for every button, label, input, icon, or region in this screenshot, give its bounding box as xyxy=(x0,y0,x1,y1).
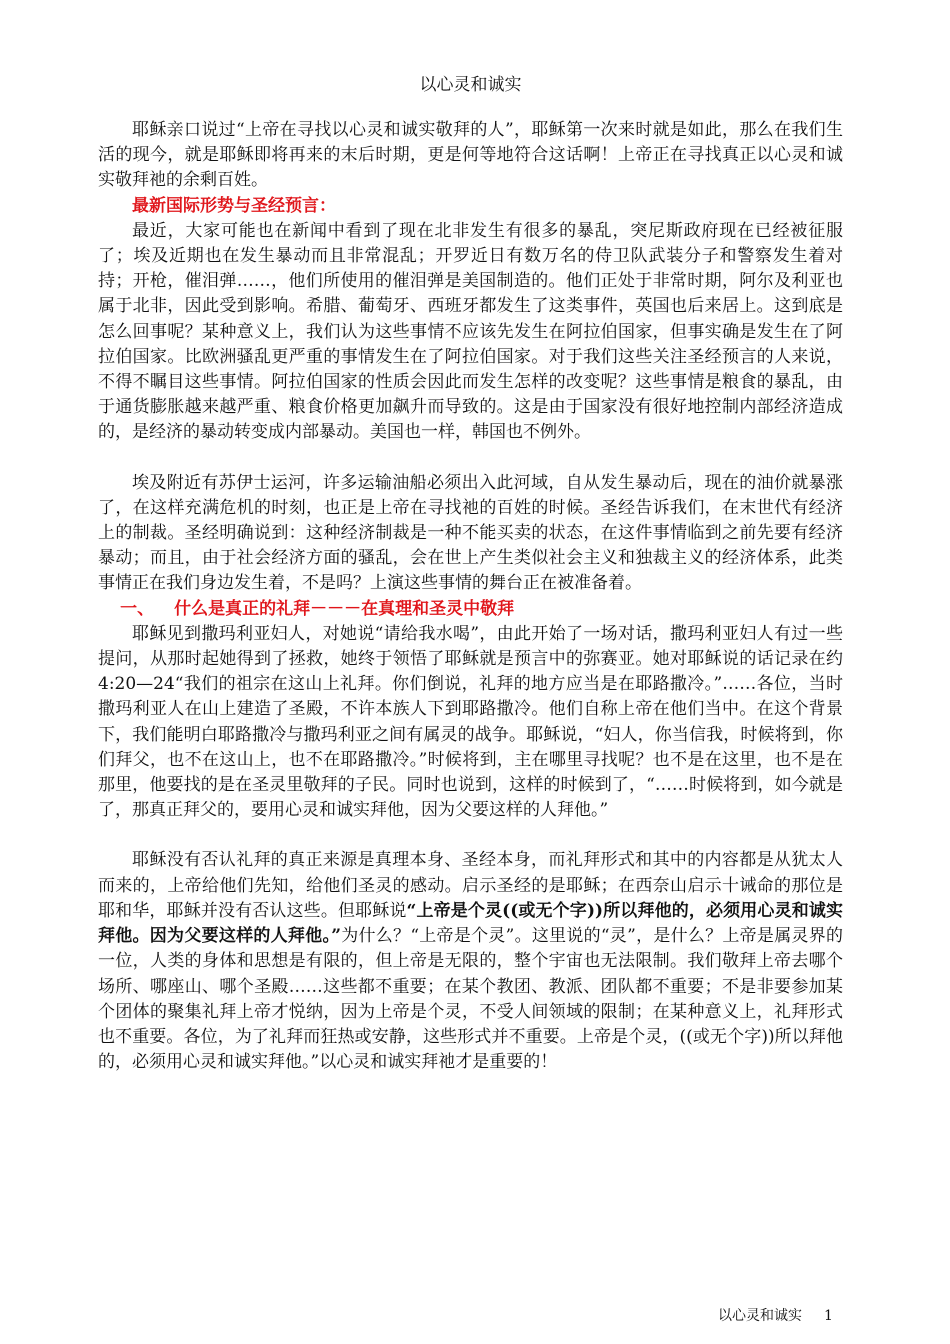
document-title: 以心灵和诚实 xyxy=(419,75,522,95)
section-heading-text: 什么是真正的礼拜－－－在真理和圣灵中敬拜 xyxy=(174,598,515,619)
paragraph-true-worship-1: 耶稣见到撒玛利亚妇人，对她说“请给我水喝”，由此开始了一场对话，撒玛利亚妇人有过一些提问，从那时起她得到了拯救，她终于领悟了耶稣就是预言中的弥赛亚。她对耶稣说的话记录在约 4:20—24“我们的祖宗在这山上礼拜。你们倒说，礼拜的地方应当是在耶路撒冷。”……各位，当时撒玛利亚人在山上建造了圣殿，不许本族人下到耶路撒冷。他们自称上帝在他们当中。在这个背景下，我们能明白耶路撒冷与撒玛利亚之间有属灵的战争。耶稣说，“妇人，你当信我，时候将到，你们拜父，也不在这山上，也不在耶路撒冷。”时候将到，主在哪里寻找呢？也不是在这里，也不是在那里，他要找的是在圣灵里敬拜的子民。同时也说到，这样的时候到了，“……时候将到，如今就是了，那真正拜父的，要用心灵和诚实拜他，因为父要这样的人拜他。” xyxy=(98,623,843,821)
paragraph-gap xyxy=(98,823,843,848)
paragraph-text: 为什么？“上帝是个灵”。这里说的“灵”，是什么？上帝是属灵界的一位，人类的身体和思想是有限的，但上帝是无限的，整个宇宙也无法限制。我们敬拜上帝去哪个场所、哪座山、哪个圣殿……这些都不重要；在某个教团、教派、团队都不重要；不是非要参加某个团体的聚集礼拜上帝才悦纳，因为上帝是个灵，不受人间领域的限制；在某种意义上，礼拜形式也不重要。各位，为了礼拜而狂热或安静，这些形式并不重要。上帝是个灵，((或无个字))所以拜他的，必须用心灵和诚实拜他。”以心灵和诚实拜祂才是重要的！ xyxy=(98,926,843,1073)
paragraph-world-situation-2: 埃及附近有苏伊士运河，许多运输油船必须出入此河域，自从发生暴动后，现在的油价就暴涨了，在这样充满危机的时刻，也正是上帝在寻找祂的百姓的时候。圣经告诉我们，在末世代有经济上的制裁。圣经明确说到：这种经济制裁是一种不能买卖的状态，在这件事情临到之前先要有经济暴动；而且，由于社会经济方面的骚乱，会在世上产生类似社会主义和独裁主义的经济体系，此类事情正在我们身边发生着，不是吗？上演这些事情的舞台正在被准备着。 xyxy=(98,472,843,594)
document-body xyxy=(98,118,843,1075)
paragraph-world-situation-1: 最近，大家可能也在新闻中看到了现在北非发生有很多的暴乱，突尼斯政府现在已经被征服了；埃及近期也在发生暴动而且非常混乱；开罗近日有数万名的侍卫队武装分子和警察发生着对持；开枪，催泪弹……，他们所使用的催泪弹是美国制造的。他们正处于非常时期，阿尔及利亚也属于北非，因此受到影响。希腊、葡萄牙、西班牙都发生了这类事件，英国也后来居上。这到底是怎么回事呢？某种意义上，我们认为这些事情不应该先发生在阿拉伯国家，但事实确是发生在了阿拉伯国家。比欧洲骚乱更严重的事情发生在了阿拉伯国家。对于我们这些关注圣经预言的人来说，不得不瞩目这些事情。阿拉伯国家的性质会因此而发生怎样的改变呢？这些事情是粮食的暴乱，由于通货膨胀越来越严重、粮食价格更加飙升而导致的。这是由于国家没有很好地控制内部经济造成的，是经济的暴动转变成内部暴动。美国也一样，韩国也不例外。 xyxy=(98,220,843,443)
section-heading-world-situation: 最新国际形势与圣经预言： xyxy=(132,195,336,216)
paragraph-true-worship-2 xyxy=(98,848,843,1075)
footer-title: 以心灵和诚实 xyxy=(718,1308,802,1324)
page-number: 1 xyxy=(824,1308,833,1324)
page-footer xyxy=(718,1306,833,1326)
section-number: 一、 xyxy=(120,598,155,619)
section-heading-true-worship xyxy=(98,597,843,622)
paragraph-gap xyxy=(98,446,843,471)
paragraph-text: 耶稣没有否认礼拜的真正来源是真理本身、圣经本身，而礼拜形式和其中的内容都是从犹太人而来的，上帝给他们先知，给他们圣灵的感动。启示圣经的是耶稣；在西奈山启示十诫命的那位是耶和华，耶稣并没有否认这些。但耶稣说 xyxy=(98,850,843,921)
intro-paragraph: 耶稣亲口说过“上帝在寻找以心灵和诚实敬拜的人”，耶稣第一次来时就是如此，那么在我们生活的现今，就是耶稣即将再来的末后时期，更是何等地符合这话啊！上帝正在寻找真正以心灵和诚实敬拜祂的余剩百姓。 xyxy=(98,120,843,191)
bold-quote: “上帝是个灵((或无个字))所以拜他的，必须用心灵和诚实拜他。因为父要这样的人拜他。” xyxy=(98,900,843,947)
